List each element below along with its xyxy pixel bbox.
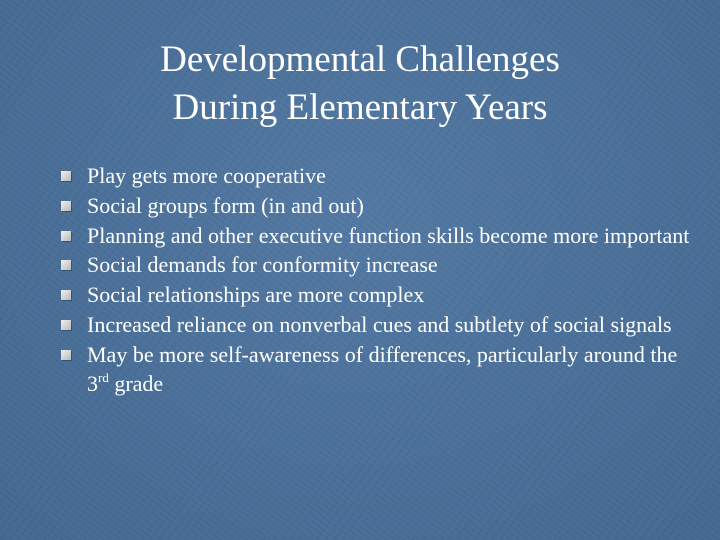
slide-title-line-1: Developmental Challenges bbox=[160, 39, 560, 80]
bullet-text-suffix: grade bbox=[108, 370, 164, 396]
square-bullet-icon bbox=[61, 290, 71, 300]
bullet-item bbox=[60, 161, 700, 190]
bullet-text: Play gets more cooperative bbox=[87, 163, 326, 188]
bullet-text: Social relationships are more complex bbox=[87, 282, 425, 308]
square-bullet-icon bbox=[61, 201, 71, 211]
bullet-item bbox=[60, 280, 700, 309]
square-bullet-icon bbox=[61, 171, 71, 181]
bullet-item bbox=[60, 191, 700, 220]
bullet-text: Planning and other executive function skills become more important bbox=[87, 222, 690, 248]
bullet-item bbox=[60, 340, 700, 398]
bullet-text: Social groups form (in and out) bbox=[87, 192, 364, 218]
bullet-item bbox=[60, 250, 700, 279]
slide-title-line-2: During Elementary Years bbox=[172, 87, 548, 128]
bullet-item bbox=[60, 221, 700, 250]
bullet-text: Increased reliance on nonverbal cues and subtlety of social signals bbox=[87, 311, 672, 337]
bullet-list bbox=[60, 161, 700, 399]
bullet-text: Social demands for conformity increase bbox=[87, 252, 438, 278]
bullet-superscript: rd bbox=[98, 369, 109, 385]
square-bullet-icon bbox=[61, 320, 71, 330]
square-bullet-icon bbox=[61, 260, 71, 270]
bullet-item bbox=[60, 310, 700, 339]
square-bullet-icon bbox=[61, 231, 71, 241]
bullet-text: May be more self-awareness of differences, particularly around the 3 bbox=[87, 341, 678, 396]
square-bullet-icon bbox=[61, 350, 71, 360]
slide-title bbox=[0, 36, 720, 132]
